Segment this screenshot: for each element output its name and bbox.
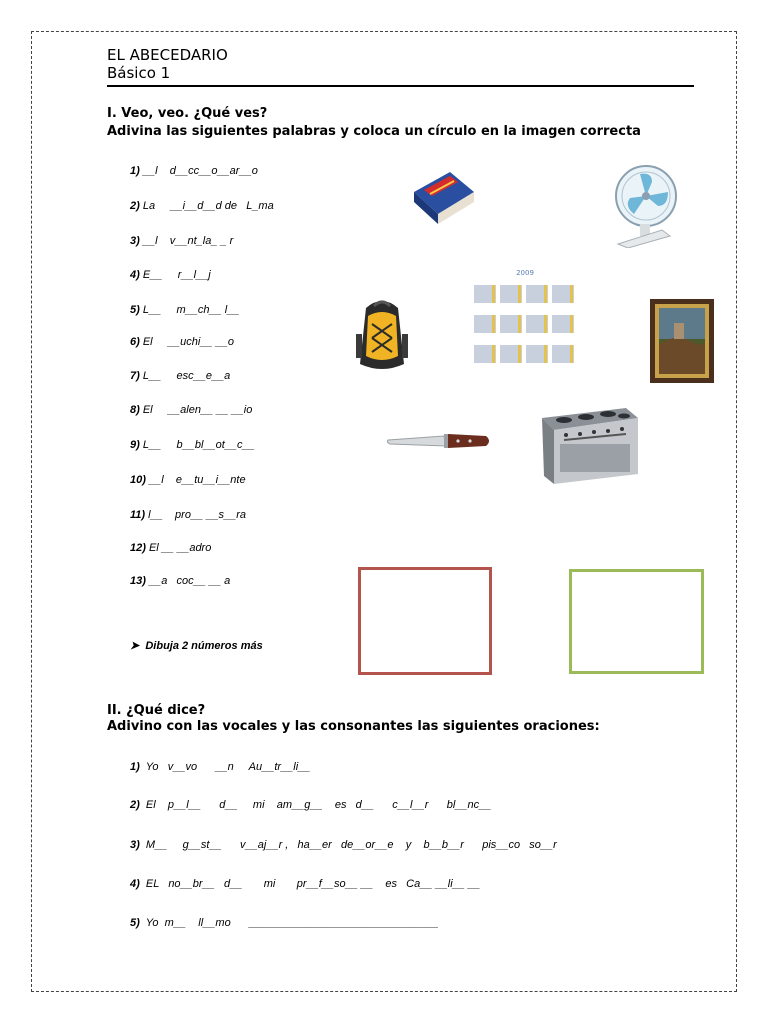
- dictionary-image[interactable]: [410, 162, 478, 230]
- fan-image[interactable]: [600, 160, 684, 248]
- page-subtitle: Básico 1: [107, 64, 171, 82]
- word-item-1: 1) __l d__cc__o__ar__o: [130, 165, 258, 177]
- word-item-2: 2) La __i__d__d de L_ma: [130, 200, 274, 212]
- drawing-box-green[interactable]: [569, 569, 704, 674]
- painting-image[interactable]: [650, 299, 714, 383]
- title-underline: [107, 85, 694, 87]
- sentence-item-3: 3) M__ g__st__ v__aj__r , ha__er de__or__e y b__b__r pis__co so__r: [130, 839, 557, 851]
- word-item-10: 10) __l e__tu__i__nte: [130, 474, 246, 486]
- word-item-11: 11) l__ pro__ __s__ra: [130, 509, 246, 521]
- drawing-box-red[interactable]: [358, 567, 492, 675]
- knife-image[interactable]: [386, 422, 492, 462]
- sentence-item-4: 4) EL no__br__ d__ mi pr__f__so__ __ es Ca__ __li__ __: [130, 878, 481, 890]
- section2-instructions: Adivino con las vocales y las consonantes las siguientes oraciones:: [107, 719, 600, 734]
- word-item-13: 13) __a coc__ __ a: [130, 575, 231, 587]
- draw-task: ➤ Dibuja 2 números más: [130, 640, 263, 652]
- word-item-4: 4) E__ r__l__j: [130, 269, 211, 281]
- arrow-bullet-icon: ➤: [130, 640, 140, 652]
- word-item-12: 12) El __ __adro: [130, 542, 212, 554]
- word-item-9: 9) L__ b__bl__ot__c__: [130, 439, 255, 451]
- calendar-image[interactable]: [472, 263, 578, 369]
- sentence-item-1: 1) Yo v__vo __n Au__tr__li__: [130, 761, 311, 773]
- sentence-item-5: 5) Yo m__ ll__mo _______________________________: [130, 917, 439, 929]
- backpack-image[interactable]: [350, 294, 414, 374]
- word-item-8: 8) El __alen__ __ __io: [130, 404, 253, 416]
- calendar-year: 2009: [516, 269, 534, 277]
- word-item-7: 7) L__ esc__e__a: [130, 370, 231, 382]
- page-title: EL ABECEDARIO: [107, 46, 228, 64]
- section2-heading: II. ¿Qué dice?: [107, 703, 206, 718]
- word-item-5: 5) L__ m__ch__ l__: [130, 304, 240, 316]
- section1-heading: I. Veo, veo. ¿Qué ves?: [107, 106, 268, 121]
- word-item-6: 6) El __uchi__ __o: [130, 336, 234, 348]
- word-item-3: 3) __l v__nt_la_ _ r: [130, 235, 234, 247]
- stove-image[interactable]: [540, 404, 640, 486]
- section1-instructions: Adivina las siguientes palabras y coloca un círculo en la imagen correcta: [107, 124, 641, 139]
- sentence-item-2: 2) El p__l__ d__ mi am__g__ es d__ c__l__r bl__nc__: [130, 799, 492, 811]
